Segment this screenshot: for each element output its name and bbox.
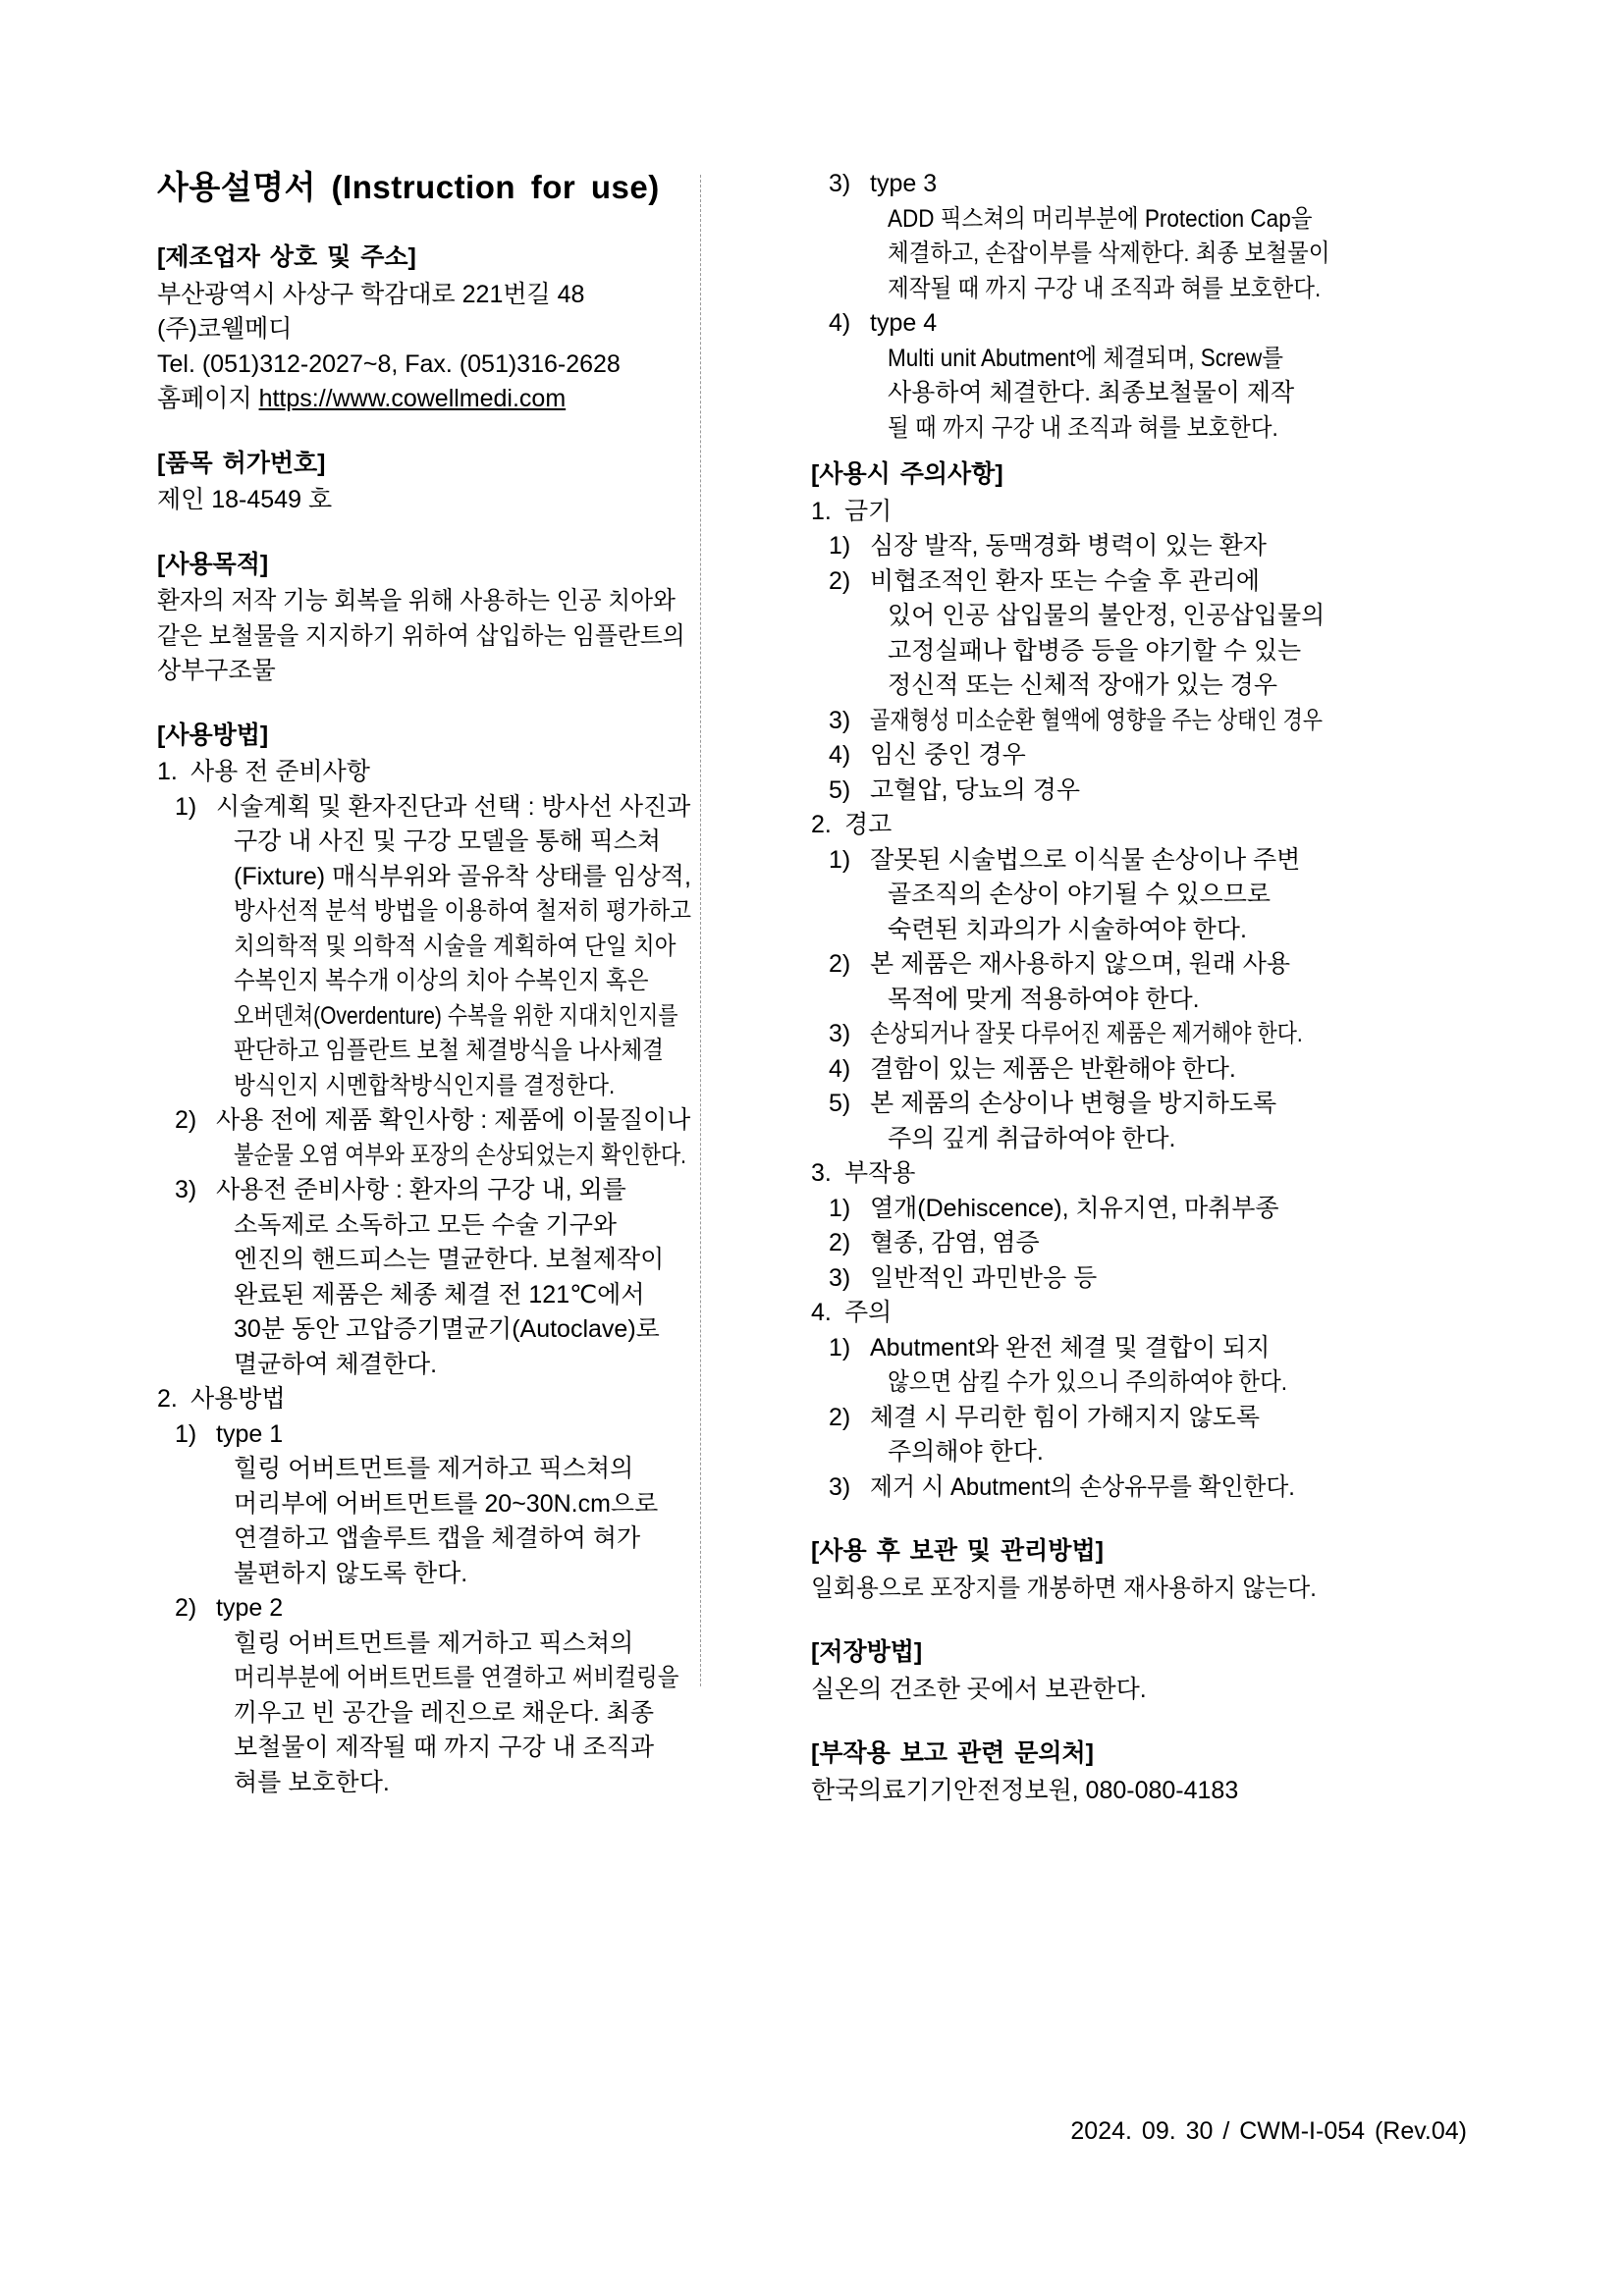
purpose-line-1: 환자의 저작 기능 회복을 위해 사용하는 인공 치아와 [157,587,676,615]
document-footer: 2024. 09. 30 / CWM-I-054 (Rev.04) [1070,2116,1467,2145]
usage-step-2-title: 사용방법 [190,1385,286,1414]
usage-heading: [사용방법] [157,721,269,749]
license-number: 제인 18-4549 호 [157,486,333,514]
manufacturer-homepage [157,382,736,417]
usage-type-3-line-2: 체결하고, 손잡이부를 삭제한다. 최종 보철물이 [888,240,1330,267]
license-section [157,447,736,518]
contraindication-item-2-line-2: 고정실패나 합병증 등을 야기할 수 있는 [888,636,1302,665]
usage-type-2-title: type 2 [216,1594,284,1623]
contraindication-item-2-line-3: 정신적 또는 신체적 장애가 있는 경우 [888,671,1277,699]
license-heading: [품목 허가번호] [157,449,326,477]
storage-after-use-heading: [사용 후 보관 및 관리방법] [811,1537,1104,1565]
precautions-group-2-marker: 2. [811,811,832,838]
usage-type-3-line-1: ADD 픽스쳐의 머리부분에 Protection Cap을 [888,204,1313,233]
usage-step-1-item-3-line-3: 완료된 제품은 체종 체결 전 121℃에서 [234,1280,645,1308]
warning-item-5-line-1: 주의 깊게 취급하여야 한다. [888,1124,1176,1152]
contraindication-item-3 [811,704,1371,739]
warning-item-2 [811,947,1371,983]
usage-step-1-item-2-text: 사용 전에 제품 확인사항 : 제품에 이물질이나 [216,1106,691,1135]
precautions-group-1 [811,495,1371,530]
two-column-layout [157,167,1467,1838]
usage-type-4-marker: 4) [829,309,851,337]
side-effect-item-3-marker: 3) [829,1263,851,1292]
side-effect-item-2-text: 혈종, 감염, 염증 [870,1229,1040,1256]
contraindication-item-4-text: 임신 중인 경우 [870,741,1026,769]
contraindication-item-5-text: 고혈압, 당뇨의 경우 [870,775,1081,804]
usage-type-4-title: type 4 [870,309,938,337]
usage-step-1-item-1-line-3: 방사선적 분석 방법을 이용하여 철저히 평가하고 [234,897,691,926]
purpose-line-2: 같은 보철물을 지지하기 위하여 삽입하는 임플란트의 [157,621,685,650]
storage-method-section [811,1635,1371,1707]
caution-item-2-text: 체결 시 무리한 힘이 가해지지 않도록 [870,1403,1260,1431]
homepage-link[interactable]: https://www.cowellmedi.com [258,385,567,413]
caution-item-3-text: 제거 시 Abutment의 손상유무를 확인한다. [870,1472,1295,1501]
contraindication-item-3-marker: 3) [829,706,851,734]
caution-item-2-marker: 2) [829,1403,851,1431]
warning-item-5 [811,1087,1371,1122]
warning-item-1-line-1: 골조직의 손상이 야기될 수 있으므로 [888,881,1272,908]
side-effect-item-3-text: 일반적인 과민반응 등 [870,1263,1098,1292]
precautions-heading: [사용시 주의사항] [811,460,1003,488]
usage-step-1-item-3-marker: 3) [175,1176,197,1204]
contraindication-item-5-marker: 5) [829,775,851,804]
spacer [811,446,1371,457]
storage-after-use-text: 일회용으로 포장지를 개봉하면 재사용하지 않는다. [811,1574,1317,1602]
usage-type-4-line-2: 사용하여 체결한다. 최종보철물이 제작 [888,379,1295,406]
usage-step-1-item-2 [157,1103,736,1139]
usage-step-1-item-3-line-4: 30분 동안 고압증기멸균기(Autoclave)로 [234,1315,660,1344]
usage-step-1-item-1-line-6: 오버덴쳐(Overdenture) 수복을 위한 지대치인지를 [234,1001,678,1030]
adverse-contact-heading: [부작용 보고 관련 문의처] [811,1739,1094,1767]
warning-item-2-line-1: 목적에 맞게 적용하여야 한다. [888,985,1200,1013]
manufacturer-phone-fax: Tel. (051)312-2027~8, Fax. (051)316-2628 [157,349,621,378]
usage-type-2-marker: 2) [175,1594,197,1623]
usage-step-1 [157,755,736,790]
contraindication-item-2-line-1: 있어 인공 삽입물의 불안정, 인공삽입물의 [888,602,1326,629]
usage-step-1-item-1-line-7: 판단하고 임플란트 보철 체결방식을 나사체결 [234,1037,664,1065]
usage-step-1-item-3-line-1: 소독제로 소독하고 모든 수술 기구와 [234,1210,618,1239]
precautions-group-2 [811,808,1371,843]
page-title: 사용설명서 (Instruction for use) [157,169,660,205]
contraindication-item-3-text: 골재형성 미소순환 혈액에 영향을 주는 상태인 경우 [870,706,1324,734]
manufacturer-address: 부산광역시 사상구 학감대로 221번길 48 [157,280,585,308]
warning-item-3-marker: 3) [829,1020,851,1047]
warning-item-2-marker: 2) [829,950,851,978]
storage-method-heading: [저장방법] [811,1638,923,1666]
usage-type-4 [811,306,1371,342]
usage-type-1-title: type 1 [216,1419,284,1448]
warning-item-3 [811,1017,1371,1052]
usage-step-1-item-3 [157,1173,736,1208]
contraindication-item-5 [811,774,1371,809]
warning-item-3-text: 손상되거나 잘못 다루어진 제품은 제거해야 한다. [870,1020,1303,1047]
purpose-section [157,548,736,689]
usage-type-1-line-4: 불편하지 않도록 한다. [234,1559,468,1587]
usage-step-1-item-1-line-4: 치의학적 및 의학적 시술을 계획하여 단일 치아 [234,932,677,960]
warning-item-2-text: 본 제품은 재사용하지 않으며, 원래 사용 [870,950,1291,978]
manufacturer-company: (주)코웰메디 [157,315,293,344]
storage-after-use-section [811,1534,1371,1606]
precautions-group-3 [811,1156,1371,1192]
usage-section [157,719,736,1801]
caution-item-1-text: Abutment와 완전 체결 및 결합이 되지 [870,1333,1271,1362]
usage-type-1-line-1: 힐링 어버트먼트를 제거하고 픽스쳐의 [234,1455,634,1483]
usage-step-1-item-3-text: 사용전 준비사항 : 환자의 구강 내, 외를 [216,1176,626,1204]
usage-type-3-marker: 3) [829,170,851,197]
warning-item-4 [811,1052,1371,1088]
usage-type-2-line-3: 끼우고 빈 공간을 레진으로 채운다. 최종 [234,1698,655,1727]
usage-step-1-item-1-line-1: 구강 내 사진 및 구강 모델을 통해 픽스쳐 [234,828,662,856]
usage-type-2-line-2: 머리부분에 어버트먼트를 연결하고 써비컬링을 [234,1664,679,1692]
caution-item-1-marker: 1) [829,1333,851,1362]
right-column [764,167,1371,1838]
contraindication-item-1-marker: 1) [829,532,851,560]
warning-item-4-text: 결함이 있는 제품은 반환해야 한다. [870,1054,1236,1083]
side-effect-item-2 [811,1226,1371,1261]
contraindication-item-4-marker: 4) [829,741,851,769]
warning-item-1-marker: 1) [829,845,851,874]
usage-step-1-item-1 [157,790,736,826]
warning-item-5-text: 본 제품의 손상이나 변형을 방지하도록 [870,1090,1277,1117]
precautions-group-4-title: 주의 [844,1299,893,1326]
usage-step-1-title: 사용 전 준비사항 [190,758,370,786]
usage-type-3-line-3: 제작될 때 까지 구강 내 조직과 혀를 보호한다. [888,274,1322,302]
caution-item-1-line-1: 않으면 삼킬 수가 있으니 주의하여야 한다. [888,1368,1288,1396]
contraindication-item-4 [811,738,1371,774]
usage-step-1-item-2-marker: 2) [175,1106,197,1135]
usage-type-2-line-4: 보철물이 제작될 때 까지 구강 내 조직과 [234,1734,655,1762]
precautions-group-4-marker: 4. [811,1299,832,1326]
usage-type-1-line-3: 연결하고 앱솔루트 캡을 체결하여 혀가 [234,1524,641,1553]
precautions-group-1-title: 금기 [844,497,893,525]
usage-step-1-item-3-line-5: 멸균하여 체결한다. [234,1350,438,1378]
usage-step-1-item-2-line-1: 불순물 오염 여부와 포장의 손상되었는지 확인한다. [234,1141,687,1169]
left-column [157,167,764,1830]
adverse-contact-text: 한국의료기기안전정보원, 080-080-4183 [811,1776,1239,1804]
caution-item-3 [811,1470,1371,1506]
warning-item-5-marker: 5) [829,1090,851,1117]
homepage-label: 홈페이지 [157,385,252,413]
warning-item-1-line-2: 숙련된 치과의가 시술하여야 한다. [888,915,1247,943]
side-effect-item-3 [811,1261,1371,1297]
usage-type-2-line-1: 힐링 어버트먼트를 제거하고 픽스쳐의 [234,1629,634,1657]
precautions-group-1-marker: 1. [811,497,832,525]
usage-type-3-title: type 3 [870,170,938,197]
usage-type-2 [157,1591,736,1627]
usage-type-1-marker: 1) [175,1419,197,1448]
manufacturer-heading: [제조업자 상호 및 주소] [157,243,416,272]
usage-type-2-line-5: 혀를 보호한다. [234,1768,390,1796]
precautions-group-3-title: 부작용 [844,1159,916,1187]
contraindication-item-1 [811,529,1371,564]
usage-type-3 [811,167,1371,202]
usage-step-2 [157,1382,736,1417]
caution-item-2 [811,1401,1371,1436]
precautions-group-3-marker: 3. [811,1159,832,1187]
usage-type-1-line-2: 머리부에 어버트먼트를 20~30N.cm으로 [234,1489,659,1518]
warning-item-1 [811,843,1371,879]
usage-step-2-marker: 2. [157,1385,178,1414]
manufacturer-section [157,240,736,417]
usage-step-1-marker: 1. [157,758,178,786]
contraindication-item-1-text: 심장 발작, 동맥경화 병력이 있는 환자 [870,532,1267,560]
side-effect-item-2-marker: 2) [829,1229,851,1256]
caution-item-1 [811,1331,1371,1366]
caution-item-3-marker: 3) [829,1472,851,1501]
precautions-group-2-title: 경고 [844,811,893,838]
side-effect-item-1 [811,1192,1371,1227]
purpose-heading: [사용목적] [157,550,269,578]
contraindication-item-2-text: 비협조적인 환자 또는 수술 후 관리에 [870,566,1260,595]
purpose-line-3: 상부구조물 [157,657,276,685]
usage-step-1-item-3-line-2: 엔진의 핸드피스는 멸균한다. 보철제작이 [234,1246,665,1274]
side-effect-item-1-text: 열개(Dehiscence), 치유지연, 마취부종 [870,1194,1279,1222]
usage-step-1-item-1-text: 시술계획 및 환자진단과 선택 : 방사선 사진과 [216,792,691,821]
usage-step-1-item-1-marker: 1) [175,792,197,821]
side-effect-item-1-marker: 1) [829,1194,851,1222]
storage-method-text: 실온의 건조한 곳에서 보관한다. [811,1675,1147,1703]
usage-type-1 [157,1417,736,1453]
contraindication-item-2-marker: 2) [829,566,851,595]
usage-type-4-line-1: Multi unit Abutment에 체결되며, Screw를 [888,344,1284,372]
adverse-contact-section [811,1736,1371,1808]
usage-step-1-item-1-line-2: (Fixture) 매식부위와 골유착 상태를 임상적, [234,862,691,890]
usage-step-1-item-1-line-8: 방식인지 시멘합착방식인지를 결정한다. [234,1071,616,1099]
warning-item-4-marker: 4) [829,1054,851,1083]
precautions-section [811,457,1371,1505]
usage-type-4-line-3: 될 때 까지 구강 내 조직과 혀를 보호한다. [888,413,1278,442]
warning-item-1-text: 잘못된 시술법으로 이식물 손상이나 주변 [870,845,1301,874]
contraindication-item-2 [811,564,1371,600]
precautions-group-4 [811,1296,1371,1331]
usage-step-1-item-1-line-5: 수복인지 복수개 이상의 치아 수복인지 혹은 [234,967,649,995]
caution-item-2-line-1: 주의해야 한다. [888,1438,1044,1466]
